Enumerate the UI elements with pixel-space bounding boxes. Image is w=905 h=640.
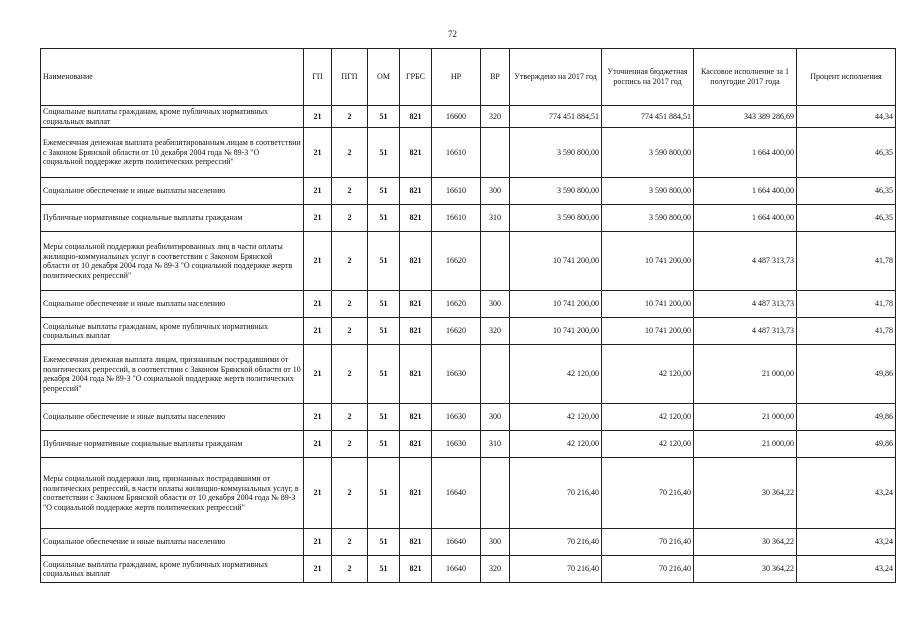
cell-refined: 70 216,40: [602, 556, 694, 583]
cell-gp: 21: [304, 291, 332, 318]
cell-name: Социальное обеспечение и иные выплаты населению: [41, 404, 304, 431]
cell-cash: 30 364,22: [694, 529, 797, 556]
cell-gp: 21: [304, 345, 332, 404]
cell-grbs: 821: [400, 106, 432, 128]
cell-vr: 300: [481, 529, 510, 556]
cell-cash: 30 364,22: [694, 556, 797, 583]
cell-percent: 41,78: [797, 291, 896, 318]
cell-refined: 3 590 800,00: [602, 205, 694, 232]
cell-vr: 300: [481, 178, 510, 205]
table-row: [41, 404, 896, 431]
header-name: Наименование: [41, 49, 304, 106]
cell-approved: 70 216,40: [510, 458, 602, 529]
cell-name: Меры социальной поддержки лиц, признанных пострадавшими от политических репрессий, в части оплаты жилищно-коммунальных услуг, в соответствии с Законом Брянской области от 10 декабря 2004 года № 89-З "О социальной поддержке жертв политических репрессий": [41, 458, 304, 529]
cell-cash: 21 000,00: [694, 404, 797, 431]
cell-percent: 46,35: [797, 178, 896, 205]
cell-name: Публичные нормативные социальные выплаты гражданам: [41, 205, 304, 232]
table-row: [41, 431, 896, 458]
table-row: [41, 106, 896, 128]
table-row: [41, 232, 896, 291]
cell-name: Ежемесячная денежная выплата лицам, признанным пострадавшими от политических репрессий, в соответствии с Законом Брянской области от 10 декабря 2004 года № 89-З "О социальной поддержке жертв политических репрессий": [41, 345, 304, 404]
cell-vr: 310: [481, 431, 510, 458]
cell-approved: 42 120,00: [510, 404, 602, 431]
header-nr: НР: [432, 49, 481, 106]
cell-om: 51: [368, 556, 400, 583]
cell-gp: 21: [304, 106, 332, 128]
cell-name: Социальное обеспечение и иные выплаты населению: [41, 178, 304, 205]
cell-grbs: 821: [400, 529, 432, 556]
cell-pgp: 2: [332, 205, 368, 232]
cell-refined: 3 590 800,00: [602, 128, 694, 178]
budget-table: [40, 48, 896, 583]
cell-pgp: 2: [332, 232, 368, 291]
cell-percent: 41,78: [797, 232, 896, 291]
cell-om: 51: [368, 458, 400, 529]
cell-name: Ежемесячная денежная выплата реабилитированным лицам в соответствии с Законом Брянской области от 10 декабря 2004 года № 89-З "О социальной поддержке жертв политических репрессий": [41, 128, 304, 178]
header-om: ОМ: [368, 49, 400, 106]
cell-vr: 320: [481, 556, 510, 583]
cell-refined: 3 590 800,00: [602, 178, 694, 205]
cell-pgp: 2: [332, 128, 368, 178]
cell-nr: 16630: [432, 345, 481, 404]
cell-nr: 16630: [432, 431, 481, 458]
cell-name: Публичные нормативные социальные выплаты гражданам: [41, 431, 304, 458]
cell-om: 51: [368, 291, 400, 318]
cell-approved: 70 216,40: [510, 529, 602, 556]
cell-vr: [481, 345, 510, 404]
table-row: [41, 458, 896, 529]
cell-percent: 43,24: [797, 458, 896, 529]
cell-om: 51: [368, 431, 400, 458]
header-row: [41, 49, 896, 106]
cell-om: 51: [368, 232, 400, 291]
cell-vr: 300: [481, 404, 510, 431]
cell-grbs: 821: [400, 556, 432, 583]
header-refined: Уточненная бюджетная роспись на 2017 год: [602, 49, 694, 106]
cell-vr: [481, 232, 510, 291]
cell-name: Социальное обеспечение и иные выплаты населению: [41, 529, 304, 556]
cell-pgp: 2: [332, 345, 368, 404]
table-row: [41, 291, 896, 318]
header-gp: ГП: [304, 49, 332, 106]
cell-approved: 3 590 800,00: [510, 178, 602, 205]
cell-pgp: 2: [332, 529, 368, 556]
cell-nr: 16600: [432, 106, 481, 128]
cell-grbs: 821: [400, 178, 432, 205]
cell-vr: 300: [481, 291, 510, 318]
cell-vr: [481, 458, 510, 529]
cell-nr: 16610: [432, 178, 481, 205]
cell-percent: 41,78: [797, 318, 896, 345]
cell-approved: 42 120,00: [510, 345, 602, 404]
cell-pgp: 2: [332, 318, 368, 345]
header-approved: Утверждено на 2017 год: [510, 49, 602, 106]
cell-gp: 21: [304, 318, 332, 345]
cell-cash: 4 487 313,73: [694, 318, 797, 345]
cell-percent: 46,35: [797, 128, 896, 178]
cell-cash: 30 364,22: [694, 458, 797, 529]
cell-pgp: 2: [332, 404, 368, 431]
cell-om: 51: [368, 345, 400, 404]
cell-name: Социальные выплаты гражданам, кроме публичных нормативных социальных выплат: [41, 556, 304, 583]
cell-cash: 21 000,00: [694, 345, 797, 404]
cell-gp: 21: [304, 404, 332, 431]
cell-nr: 16640: [432, 556, 481, 583]
cell-cash: 4 487 313,73: [694, 232, 797, 291]
cell-percent: 49,86: [797, 404, 896, 431]
cell-name: Социальное обеспечение и иные выплаты населению: [41, 291, 304, 318]
cell-refined: 42 120,00: [602, 431, 694, 458]
cell-om: 51: [368, 318, 400, 345]
cell-pgp: 2: [332, 291, 368, 318]
cell-cash: 1 664 400,00: [694, 205, 797, 232]
cell-gp: 21: [304, 458, 332, 529]
cell-nr: 16640: [432, 458, 481, 529]
cell-percent: 46,35: [797, 205, 896, 232]
cell-cash: 21 000,00: [694, 431, 797, 458]
cell-name: Социальные выплаты гражданам, кроме публичных нормативных социальных выплат: [41, 106, 304, 128]
table-row: [41, 128, 896, 178]
header-pgp: ПГП: [332, 49, 368, 106]
cell-approved: 42 120,00: [510, 431, 602, 458]
cell-gp: 21: [304, 128, 332, 178]
cell-vr: 320: [481, 318, 510, 345]
cell-pgp: 2: [332, 556, 368, 583]
table-row: [41, 318, 896, 345]
cell-om: 51: [368, 205, 400, 232]
cell-om: 51: [368, 128, 400, 178]
cell-grbs: 821: [400, 291, 432, 318]
cell-nr: 16620: [432, 291, 481, 318]
cell-refined: 10 741 200,00: [602, 232, 694, 291]
cell-om: 51: [368, 106, 400, 128]
cell-om: 51: [368, 404, 400, 431]
cell-grbs: 821: [400, 345, 432, 404]
table-row: [41, 556, 896, 583]
cell-refined: 70 216,40: [602, 529, 694, 556]
cell-approved: 3 590 800,00: [510, 128, 602, 178]
cell-cash: 1 664 400,00: [694, 178, 797, 205]
table-row: [41, 529, 896, 556]
cell-percent: 49,86: [797, 345, 896, 404]
cell-refined: 42 120,00: [602, 404, 694, 431]
cell-refined: 42 120,00: [602, 345, 694, 404]
cell-grbs: 821: [400, 232, 432, 291]
cell-grbs: 821: [400, 458, 432, 529]
cell-vr: [481, 128, 510, 178]
header-grbs: ГРБС: [400, 49, 432, 106]
cell-gp: 21: [304, 431, 332, 458]
cell-name: Меры социальной поддержки реабилитированных лиц в части оплаты жилищно-коммунальных услуг в соответствии с Законом Брянской области от 10 декабря 2004 года № 89-З "О социальной поддержке жертв политических репрессий": [41, 232, 304, 291]
cell-gp: 21: [304, 529, 332, 556]
cell-cash: 1 664 400,00: [694, 128, 797, 178]
cell-cash: 4 487 313,73: [694, 291, 797, 318]
cell-nr: 16620: [432, 318, 481, 345]
cell-percent: 44,34: [797, 106, 896, 128]
table-row: [41, 178, 896, 205]
cell-percent: 43,24: [797, 556, 896, 583]
cell-percent: 43,24: [797, 529, 896, 556]
cell-grbs: 821: [400, 318, 432, 345]
cell-nr: 16610: [432, 205, 481, 232]
cell-nr: 16640: [432, 529, 481, 556]
cell-pgp: 2: [332, 458, 368, 529]
table-row: [41, 345, 896, 404]
cell-approved: 10 741 200,00: [510, 318, 602, 345]
cell-gp: 21: [304, 205, 332, 232]
cell-approved: 10 741 200,00: [510, 232, 602, 291]
page-number: 72: [448, 29, 457, 39]
cell-vr: 310: [481, 205, 510, 232]
cell-pgp: 2: [332, 431, 368, 458]
cell-grbs: 821: [400, 205, 432, 232]
cell-approved: 70 216,40: [510, 556, 602, 583]
cell-grbs: 821: [400, 404, 432, 431]
cell-approved: 10 741 200,00: [510, 291, 602, 318]
cell-percent: 49,86: [797, 431, 896, 458]
cell-nr: 16620: [432, 232, 481, 291]
cell-nr: 16610: [432, 128, 481, 178]
header-vr: ВР: [481, 49, 510, 106]
cell-approved: 774 451 884,51: [510, 106, 602, 128]
cell-nr: 16630: [432, 404, 481, 431]
cell-grbs: 821: [400, 431, 432, 458]
cell-pgp: 2: [332, 106, 368, 128]
cell-om: 51: [368, 178, 400, 205]
cell-approved: 3 590 800,00: [510, 205, 602, 232]
cell-refined: 10 741 200,00: [602, 291, 694, 318]
header-cash: Кассовое исполнение за 1 полугодие 2017 года: [694, 49, 797, 106]
cell-vr: 320: [481, 106, 510, 128]
cell-gp: 21: [304, 232, 332, 291]
header-percent: Процент исполнения: [797, 49, 896, 106]
cell-pgp: 2: [332, 178, 368, 205]
cell-name: Социальные выплаты гражданам, кроме публичных нормативных социальных выплат: [41, 318, 304, 345]
cell-refined: 774 451 884,51: [602, 106, 694, 128]
cell-gp: 21: [304, 556, 332, 583]
cell-refined: 10 741 200,00: [602, 318, 694, 345]
cell-gp: 21: [304, 178, 332, 205]
cell-om: 51: [368, 529, 400, 556]
cell-refined: 70 216,40: [602, 458, 694, 529]
cell-cash: 343 389 286,69: [694, 106, 797, 128]
cell-grbs: 821: [400, 128, 432, 178]
table-row: [41, 205, 896, 232]
